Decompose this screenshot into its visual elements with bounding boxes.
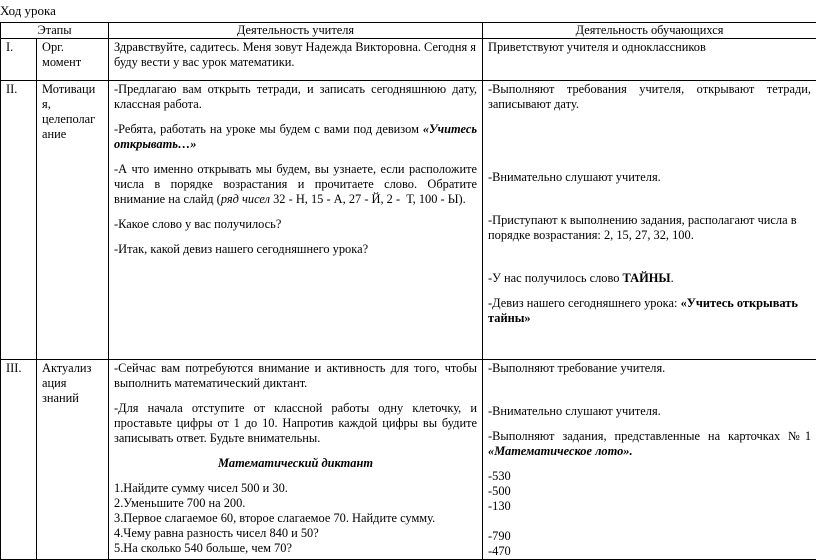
stage-name: Мотиваци я, целеполаг ание	[37, 81, 109, 360]
dictation-item: 3.Первое слагаемое 60, второе слагаемое 70. Найдите сумму.	[114, 511, 477, 526]
teacher-activity	[109, 81, 483, 360]
column-header-students: Деятельность обучающихся	[483, 23, 816, 39]
student-text: Приветствуют учителя и одноклассников	[488, 40, 811, 55]
teacher-text-task: -А что именно открывать мы будем, вы узнаете, если расположите числа в порядке возрастания и прочитаете слово. Обратите внимание на слайд (ряд чисел 32 - Н, 15 - А, 27 - Й, 2 - Т, 100 - Ы).	[114, 162, 477, 207]
table-row	[1, 39, 816, 81]
answer-item: -500	[488, 484, 811, 499]
stage-name: Орг. момент	[37, 39, 109, 81]
teacher-text-motto: -Ребята, работать на уроке мы будем с вами под девизом «Учитесь открывать…»	[114, 122, 477, 152]
stage-name: Актуализ ация знаний	[37, 360, 109, 560]
dictation-item: 2.Уменьшите 700 на 200.	[114, 496, 477, 511]
dictation-item: 4.Чему равна разность чисел 840 и 50?	[114, 526, 477, 541]
teacher-text: -Итак, какой девиз нашего сегодняшнего урока?	[114, 242, 477, 257]
teacher-activity	[109, 360, 483, 560]
student-text: -Приступают к выполнению задания, располагают числа в порядке возрастания: 2, 15, 27, 32, 100.	[488, 213, 811, 243]
stage-number: III.	[1, 360, 37, 560]
answer-item: -130	[488, 499, 811, 514]
student-text: -Внимательно слушают учителя.	[488, 404, 811, 419]
stage-number: I.	[1, 39, 37, 81]
column-header-teacher: Деятельность учителя	[109, 23, 483, 39]
student-text: -Выполняют требования учителя, открывают тетради, записывают дату.	[488, 82, 811, 112]
teacher-activity	[109, 39, 483, 81]
answer-item: -470	[488, 544, 811, 559]
page-heading: Ход урока	[0, 3, 56, 18]
table-header-row	[1, 23, 816, 39]
teacher-text: -Сейчас вам потребуются внимание и активность для того, чтобы выполнить математический диктант.	[114, 361, 477, 391]
teacher-text: -Какое слово у вас получилось?	[114, 217, 477, 232]
table-row	[1, 81, 816, 360]
dictation-item: 5.На сколько 540 больше, чем 70?	[114, 541, 477, 556]
stage-number: II.	[1, 81, 37, 360]
answer-item: -530	[488, 469, 811, 484]
student-text-lotto: -Выполняют задания, представленные на карточках №1 «Математическое лото».	[488, 429, 811, 459]
table-row	[1, 360, 816, 560]
teacher-text: -Предлагаю вам открыть тетради, и записать сегодняшнюю дату, классная работа.	[114, 82, 477, 112]
dictation-item: 1.Найдите сумму чисел 500 и 30.	[114, 481, 477, 496]
student-activity	[483, 360, 816, 560]
student-text-motto: -Девиз нашего сегодняшнего урока: «Учитесь открывать тайны»	[488, 296, 811, 326]
answer-item: -790	[488, 529, 811, 544]
lesson-table	[0, 22, 816, 560]
student-text: -Внимательно слушают учителя.	[488, 170, 811, 185]
teacher-text: Здравствуйте, садитесь. Меня зовут Надежда Викторовна. Сегодня я буду вести у вас урок математики.	[114, 40, 477, 70]
column-header-stages: Этапы	[1, 23, 109, 39]
student-text-word: -У нас получилось слово ТАЙНЫ.	[488, 271, 811, 286]
teacher-text: -Для начала отступите от классной работы одну клеточку, и проставьте цифры от 1 до 10. Напротив каждой цифры вы будите записывать ответ. Будьте внимательны.	[114, 401, 477, 446]
student-activity	[483, 81, 816, 360]
dictation-title: Математический диктант	[114, 456, 477, 471]
student-activity	[483, 39, 816, 81]
student-text: -Выполняют требование учителя.	[488, 361, 811, 376]
